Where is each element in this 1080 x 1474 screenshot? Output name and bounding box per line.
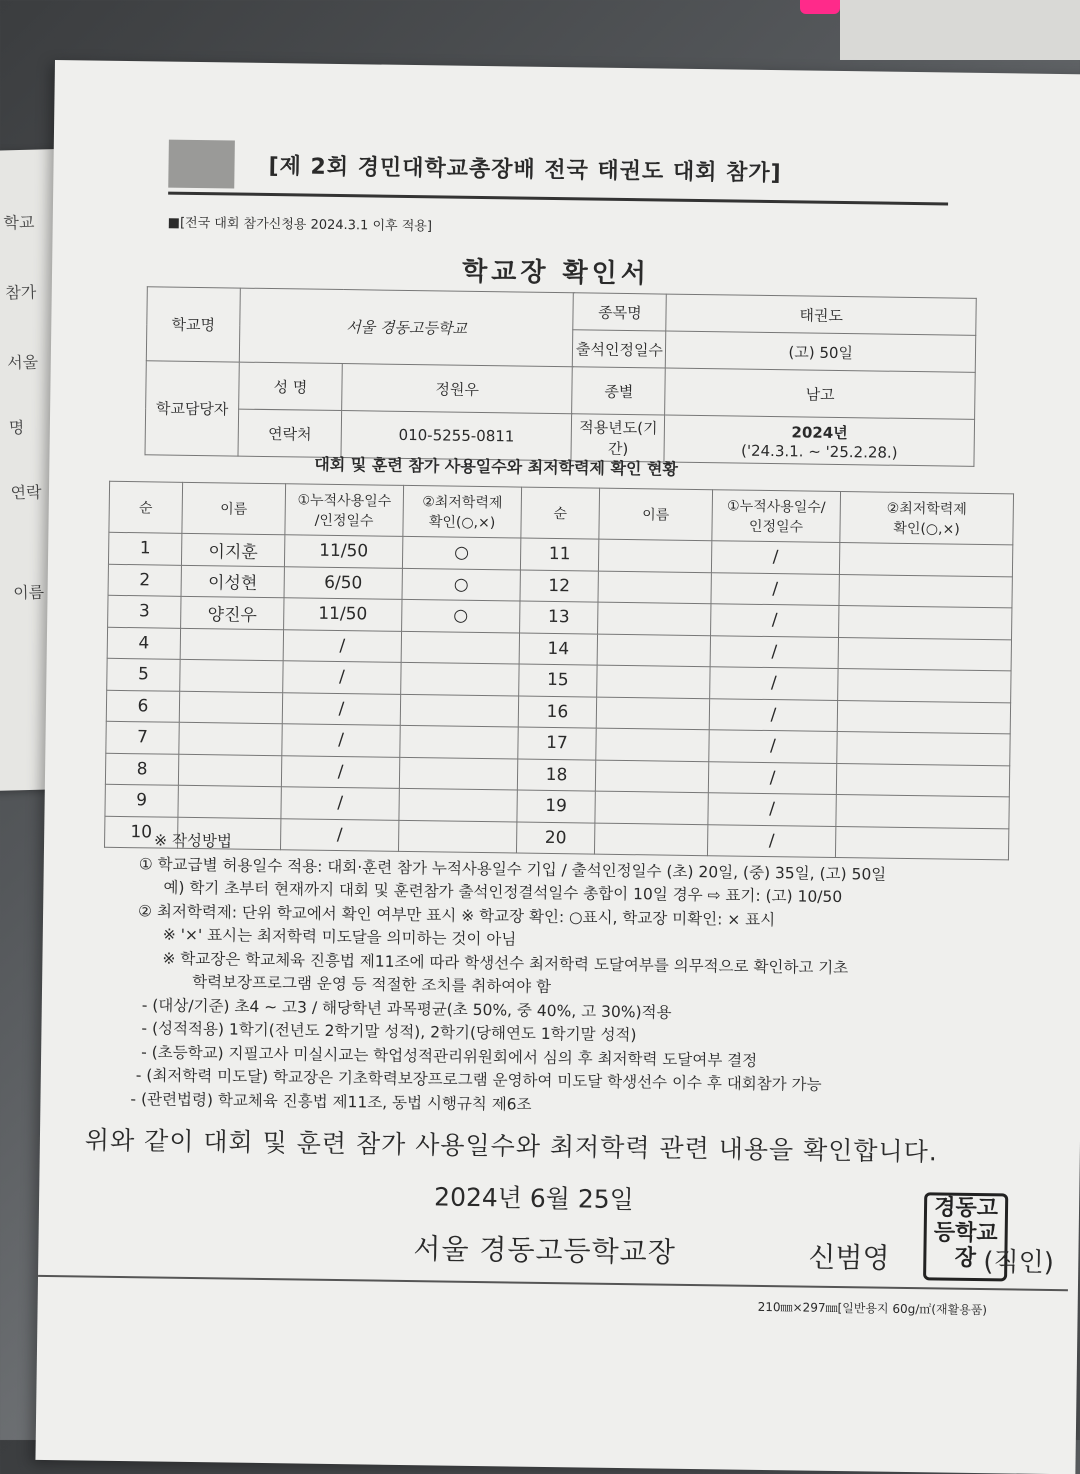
cell-min2 — [839, 574, 1012, 608]
name-value: 정원우 — [342, 364, 573, 414]
sport-label: 종목명 — [573, 293, 667, 331]
cell-min2 — [836, 763, 1009, 797]
cell-name2 — [596, 697, 709, 730]
cell-no: 1 — [108, 532, 181, 565]
notes-section — [95, 829, 1039, 1124]
cell-min2 — [839, 605, 1012, 639]
bg-label: 참가 — [5, 282, 37, 303]
note-line: - (대상/기준) 초4 ~ 고3 / 해당학년 과목평균(초 50%, 중 40%, 고 30%)적용 — [141, 995, 672, 1022]
attendance-value: (고) 50일 — [666, 331, 976, 372]
cell-days: 11/50 — [284, 535, 402, 568]
title-bar — [168, 140, 949, 207]
cell-days: / — [282, 692, 400, 725]
seal-label: (직인) — [983, 1247, 1055, 1279]
cell-no: 9 — [105, 784, 178, 817]
cell-min — [401, 631, 519, 664]
cell-min: ○ — [402, 536, 520, 569]
header-no: 순 — [109, 481, 183, 533]
type-value: 남고 — [665, 368, 975, 419]
bg-label: 명 — [8, 418, 25, 438]
cell-name2 — [598, 602, 711, 635]
note-line: - (최저학력 미도달) 학교장은 기초학력보장프로그램 운영하여 미도달 학생선수 이수 후 대회참가 가능 — [135, 1066, 822, 1094]
cell-name — [180, 659, 283, 692]
event-title: [제 2회 경민대학교총장배 전국 태권도 대회 참가] — [268, 153, 782, 187]
cell-name — [179, 722, 282, 755]
header-min-2: ②최저학력제 확인(○,×) — [840, 492, 1014, 545]
cell-days: 11/50 — [284, 598, 402, 631]
note-line: 학력보장프로그램 운영 등 적절한 조치를 취하여야 함 — [192, 973, 552, 997]
header-no-2: 순 — [521, 487, 600, 539]
contact-value: 010-5255-0811 — [341, 411, 572, 461]
subtitle-note: ■[전국 대회 참가신청용 2024.3.1 이후 적용] — [167, 215, 433, 235]
cell-no: 10 — [105, 816, 178, 849]
sign-date: 2024년 6월 25일 — [433, 1182, 635, 1215]
header-name-2: 이름 — [599, 488, 713, 541]
title-underline — [168, 192, 948, 206]
cell-min — [399, 788, 517, 821]
cell-days2: / — [708, 761, 836, 794]
cell-no: 4 — [107, 627, 180, 660]
note-line: - (초등학교) 지필고사 미실시교는 학업성적관리위원회에서 심의 후 최저학력 도달여부 결정 — [141, 1042, 758, 1070]
cell-no2: 17 — [518, 727, 596, 760]
sport-value: 태권도 — [666, 294, 976, 335]
header-days-2: ①누적사용일수/ 인정일수 — [712, 490, 841, 543]
cell-no2: 19 — [517, 790, 595, 823]
period-value: ('24.3.1. ~ '25.2.28.) — [740, 441, 898, 462]
year-label: 적용년도(기간) — [571, 414, 665, 462]
note-line: ① 학교급별 허용일수 적용: 대회·훈련 참가 누적사용일수 기입 / 출석인정일수 (초) 20일, (중) 35일, (고) 50일 — [138, 854, 887, 884]
cell-name — [178, 754, 281, 787]
cell-days: / — [282, 724, 400, 757]
signer-name: 신범영 — [808, 1240, 890, 1275]
confirm-statement: 위와 같이 대회 및 훈련 참가 사용일수와 최저학력 관련 내용을 확인합니다. — [84, 1125, 938, 1167]
cell-min — [399, 757, 517, 790]
cell-no: 8 — [105, 753, 178, 786]
cell-name — [178, 785, 281, 818]
cell-no2: 13 — [520, 601, 598, 634]
type-label: 종별 — [572, 367, 666, 415]
cell-days: 6/50 — [284, 566, 402, 599]
cell-days2: / — [707, 824, 835, 857]
cell-name — [179, 691, 282, 724]
cell-no2: 18 — [517, 759, 595, 792]
cell-name2 — [596, 728, 709, 761]
note-line: ※ 학교장은 학교체육 진흥법 제11조에 따라 학생선수 최저학력 도달여부를 의무적으로 확인하고 기초 — [162, 949, 849, 977]
note-line: ② 최저학력제: 단위 학교에서 확인 여부만 표시 ※ 학교장 확인: ○표시, 학교장 미확인: × 표시 — [138, 901, 776, 929]
paper-spec: 210㎜×297㎜[일반용지 60g/㎡(재활용품) — [757, 1299, 988, 1318]
cell-min: ○ — [402, 568, 520, 601]
bottom-rule — [38, 1275, 1068, 1291]
cell-name2 — [595, 791, 708, 824]
cell-no2: 12 — [520, 570, 598, 603]
document-paper — [35, 60, 1080, 1474]
doc-title: 학교장 확인서 — [461, 256, 651, 290]
cell-no: 3 — [108, 595, 181, 628]
cell-name — [180, 628, 283, 661]
cell-min2 — [838, 637, 1011, 671]
signer-title: 서울 경동고등학교장 — [413, 1232, 676, 1269]
cell-no: 6 — [106, 690, 179, 723]
school-value: 서울 경동고등학교 — [239, 288, 573, 367]
cell-no2: 15 — [519, 664, 597, 697]
cell-no: 5 — [107, 658, 180, 691]
cell-days: / — [281, 787, 399, 820]
cell-days: / — [283, 629, 401, 662]
cell-min2 — [836, 794, 1009, 828]
cell-days2: / — [711, 572, 839, 605]
note-line: - (관련법령) 학교체육 진흥법 제11조, 동법 시행규칙 제6조 — [130, 1089, 532, 1114]
usage-table — [104, 481, 1014, 861]
info-table — [144, 286, 976, 467]
note-line: ※ 작성방법 — [153, 831, 233, 851]
cell-min — [401, 662, 519, 695]
cell-name2 — [595, 760, 708, 793]
contact-label: 연락처 — [238, 409, 342, 457]
bg-label: 이름 — [12, 582, 45, 603]
bg-label: 연락 — [10, 482, 42, 503]
title-gray-block — [168, 140, 235, 189]
cell-name2 — [598, 539, 711, 572]
cell-no2: 11 — [520, 538, 598, 571]
year-cell — [664, 415, 974, 466]
cell-days: / — [281, 755, 399, 788]
official-seal: 경동고등학교장 — [923, 1192, 1008, 1281]
name-label: 성 명 — [239, 362, 343, 410]
cell-min — [400, 694, 518, 727]
cell-days2: / — [708, 793, 836, 826]
school-label: 학교명 — [146, 287, 240, 362]
cell-days: / — [280, 818, 398, 851]
note-line: ※ '×' 표시는 최저학력 미도달을 의미하는 것이 아님 — [162, 925, 517, 949]
cell-min: ○ — [402, 599, 520, 632]
cell-days2: / — [710, 635, 838, 668]
cell-no2: 16 — [518, 696, 596, 729]
cell-days2: / — [710, 667, 838, 700]
cell-min — [400, 725, 518, 758]
cell-no: 7 — [106, 721, 179, 754]
bg-label: 서울 — [6, 352, 39, 373]
cell-name2 — [597, 634, 710, 667]
header-name: 이름 — [182, 482, 286, 534]
cell-min2 — [837, 731, 1010, 765]
manager-label: 학교담당자 — [145, 361, 239, 456]
cell-days: / — [283, 661, 401, 694]
status-title: 대회 및 훈련 참가 사용일수와 최저학력제 확인 현황 — [314, 454, 679, 479]
cell-name2 — [598, 571, 711, 604]
cell-days2: / — [709, 730, 837, 763]
header-days: ①누적사용일수 /인정일수 — [285, 484, 404, 537]
cell-no2: 14 — [519, 633, 597, 666]
cell-name2 — [597, 665, 710, 698]
cell-min2 — [838, 668, 1011, 702]
cell-name: 이성현 — [181, 565, 284, 598]
cell-name: 이지훈 — [181, 533, 284, 566]
attendance-label: 출석인정일수 — [573, 330, 667, 368]
header-min: ②최저학력제 확인(○,×) — [403, 485, 522, 538]
cell-no: 2 — [108, 564, 181, 597]
cell-days2: / — [711, 604, 839, 637]
note-line: 예) 학기 초부터 현재까지 대회 및 훈련참가 출석인정결석일수 총합이 10일 경우 ⇨ 표기: (고) 10/50 — [163, 878, 843, 907]
year-value: 2024년 — [791, 422, 848, 442]
note-line: - (성적적용) 1학기(전년도 2학기말 성적), 2학기(당해연도 1학기말 성적) — [141, 1019, 637, 1045]
cell-min2 — [839, 543, 1012, 577]
bg-label: 학교 — [3, 212, 35, 233]
cell-min2 — [837, 700, 1010, 734]
cell-days2: / — [709, 698, 837, 731]
cell-days2: / — [711, 541, 839, 574]
background-paper-top — [840, 0, 1080, 60]
cell-no2: 20 — [516, 822, 594, 855]
cell-name: 양진우 — [181, 596, 284, 629]
pink-pen-cap — [800, 0, 840, 14]
